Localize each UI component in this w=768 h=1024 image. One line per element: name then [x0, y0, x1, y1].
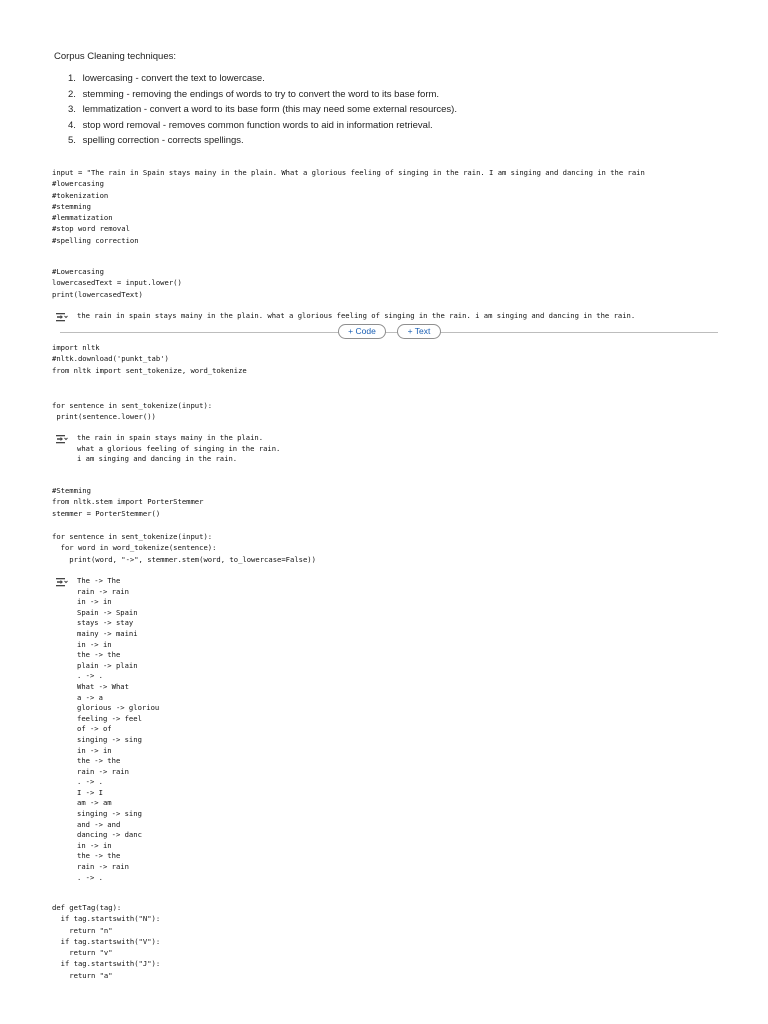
list-item: [68, 133, 457, 149]
list-item: [68, 118, 457, 134]
list-item-number: 2.: [68, 88, 76, 100]
code-cell-stemming-loop[interactable]: for sentence in sent_tokenize(input): for word in word_tokenize(sentence): print(word, "->", stemmer.stem(word, to_lowercase=False)): [52, 532, 316, 564]
add-text-button[interactable]: + Text: [397, 324, 441, 339]
list-item-text: lemmatization - convert a word to its base form (this may need some external resources).: [82, 104, 457, 115]
code-cell-sentence-tokenize[interactable]: for sentence in sent_tokenize(input): print(sentence.lower()): [52, 401, 213, 422]
code-cell-lowercasing[interactable]: #Lowercasing lowercasedText = input.lower() print(lowercasedText): [52, 267, 182, 299]
list-item-number: 5.: [68, 135, 76, 146]
list-item-number: 1.: [68, 73, 76, 84]
output-stemming: The -> The rain -> rain in -> in Spain -> Spain stays -> stay mainy -> maini in -> in the -> the plain -> plain . -> . What -> What a -> a glorious -> gloriou feeling -> feel of -> of singing -> sing in -> in the -> the rain -> rain . -> . I -> I am -> am singing -> sing and -> and dancing -> danc in -> in the -> the rain -> rain . -> .: [77, 576, 160, 882]
output-toggle-icon[interactable]: [55, 577, 68, 587]
list-item-text: stemming - removing the endings of words to try to convert the word to its base form.: [82, 88, 440, 100]
list-item: [68, 102, 457, 118]
list-item-text: spelling correction - corrects spellings.: [82, 135, 244, 146]
markdown-heading: Corpus Cleaning techniques:: [54, 51, 176, 62]
output-lowercasing: the rain in spain stays mainy in the plain. what a glorious feeling of singing in the rain. i am singing and dancing in the rain.: [77, 311, 636, 320]
list-item: [68, 87, 457, 103]
list-item: [68, 71, 457, 87]
technique-list: [68, 71, 457, 149]
cell-divider: [60, 332, 718, 333]
code-cell-imports[interactable]: import nltk #nltk.download('punkt_tab') from nltk import sent_tokenize, word_tokenize: [52, 343, 247, 375]
list-item-text: stop word removal - removes common function words to aid in information retrieval.: [82, 119, 433, 131]
output-toggle-icon[interactable]: [55, 434, 68, 444]
code-cell-stemming-setup[interactable]: #Stemming from nltk.stem import PorterStemmer stemmer = PorterStemmer(): [52, 486, 204, 518]
list-item-text: lowercasing - convert the text to lowercase.: [82, 73, 265, 84]
code-cell-gettag[interactable]: def getTag(tag): if tag.startswith("N"): return "n" if tag.startswith("V"): return "v" if tag.startswith("J"): return "a": [52, 903, 161, 980]
code-cell-input-setup[interactable]: input = "The rain in Spain stays mainy in the plain. What a glorious feeling of singing in the rain. I am singing and dancing in the rain #lowercasing #tokenization #stemming #lemmatization #stop word removal #spelling correction: [52, 168, 645, 245]
output-sentences: the rain in spain stays mainy in the plain. what a glorious feeling of singing in the rain. i am singing and dancing in the rain.: [77, 433, 281, 464]
list-item-number: 3.: [68, 104, 76, 115]
add-code-button[interactable]: + Code: [338, 324, 386, 339]
output-toggle-icon[interactable]: [55, 312, 68, 322]
list-item-number: 4.: [68, 119, 76, 131]
